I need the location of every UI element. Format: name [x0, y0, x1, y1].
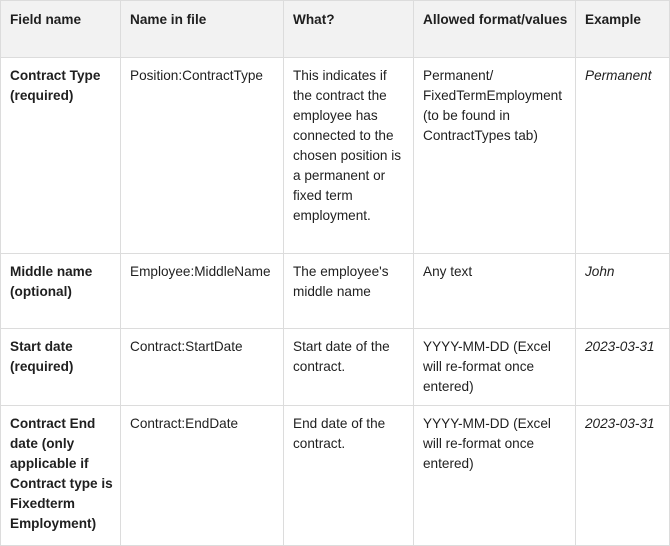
table-row — [1, 254, 670, 329]
what-cell: End date of the contract. — [284, 406, 414, 546]
table-header — [1, 1, 670, 58]
header-row — [1, 1, 670, 58]
allowed-values-cell: YYYY-MM-DD (Excel will re-format once entered) — [414, 406, 576, 546]
name-in-file-cell: Employee:MiddleName — [121, 254, 284, 329]
example-cell: 2023-03-31 — [576, 329, 670, 406]
allowed-values-cell: Permanent/ FixedTermEmployment (to be found in ContractTypes tab) — [414, 58, 576, 254]
header-what: What? — [284, 1, 414, 58]
what-cell: Start date of the contract. — [284, 329, 414, 406]
table-row — [1, 406, 670, 546]
header-example: Example — [576, 1, 670, 58]
name-in-file-cell: Contract:EndDate — [121, 406, 284, 546]
allowed-values-cell: YYYY-MM-DD (Excel will re-format once entered) — [414, 329, 576, 406]
field-name-cell: Contract End date (only applicable if Contract type is Fixedterm Employment) — [1, 406, 121, 546]
header-allowed-values: Allowed format/values — [414, 1, 576, 58]
field-name-cell: Start date (required) — [1, 329, 121, 406]
name-in-file-cell: Contract:StartDate — [121, 329, 284, 406]
example-cell: John — [576, 254, 670, 329]
table-body — [1, 58, 670, 546]
field-name-cell: Contract Type (required) — [1, 58, 121, 254]
allowed-values-cell: Any text — [414, 254, 576, 329]
header-field-name: Field name — [1, 1, 121, 58]
example-cell: Permanent — [576, 58, 670, 254]
table-row — [1, 58, 670, 254]
table-row — [1, 329, 670, 406]
header-name-in-file: Name in file — [121, 1, 284, 58]
name-in-file-cell: Position:ContractType — [121, 58, 284, 254]
what-cell: This indicates if the contract the employee has connected to the chosen position is a permanent or fixed term employment. — [284, 58, 414, 254]
field-name-cell: Middle name (optional) — [1, 254, 121, 329]
what-cell: The employee's middle name — [284, 254, 414, 329]
example-cell: 2023-03-31 — [576, 406, 670, 546]
